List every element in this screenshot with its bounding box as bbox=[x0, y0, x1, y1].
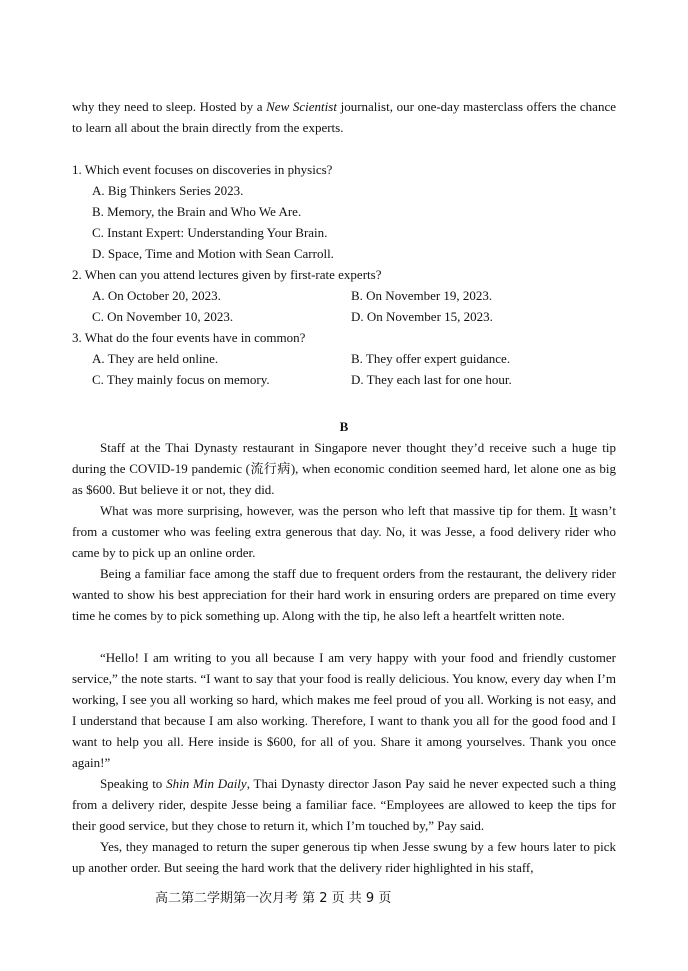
intro-paragraph bbox=[72, 96, 616, 138]
question-2-option-b: B. On November 19, 2023. bbox=[351, 288, 493, 303]
section-b-heading: B bbox=[339, 419, 349, 434]
question-2-stem: 2. When can you attend lectures given by first-rate experts? bbox=[72, 267, 382, 282]
question-2-option-a: A. On October 20, 2023. bbox=[92, 288, 221, 303]
section-b-paragraph-5 bbox=[72, 773, 616, 836]
section-b-paragraph-1: Staff at the Thai Dynasty restaurant in Singapore never thought they’d receive such a huge tip during the COVID-19 pandemic (流行病), when economic condition seemed hard, let alone one as big as $600. But believe it or not, they did. bbox=[72, 440, 616, 497]
question-3-option-c: C. They mainly focus on memory. bbox=[92, 372, 270, 387]
question-3-option-b: B. They offer expert guidance. bbox=[351, 351, 511, 366]
question-1-option-b: B. Memory, the Brain and Who We Are. bbox=[92, 204, 302, 219]
section-b-paragraph-2 bbox=[72, 500, 616, 563]
question-3-option-a: A. They are held online. bbox=[92, 351, 219, 366]
underlined-word: It bbox=[569, 503, 578, 518]
page-footer: 高二第二学期第一次月考 第 2 页 共 9 页 bbox=[155, 891, 392, 906]
question-1-option-c: C. Instant Expert: Understanding Your Brain. bbox=[92, 225, 328, 240]
question-2-option-d: D. On November 15, 2023. bbox=[351, 309, 493, 324]
question-1-option-d: D. Space, Time and Motion with Sean Carroll. bbox=[92, 246, 334, 261]
newspaper-name: Shin Min Daily bbox=[166, 776, 247, 791]
question-2-option-c: C. On November 10, 2023. bbox=[92, 309, 234, 324]
intro-italic-title: New Scientist bbox=[266, 99, 337, 114]
question-3-stem: 3. What do the four events have in common? bbox=[72, 330, 306, 345]
intro-text-end: journalist, our one-day masterclass offers the chance to learn all about the brain directly from the experts. bbox=[72, 99, 616, 135]
paragraph-5-text-start: Speaking to bbox=[100, 776, 167, 791]
question-1-option-a: A. Big Thinkers Series 2023. bbox=[92, 183, 244, 198]
section-b-paragraph-4: “Hello! I am writing to you all because I am very happy with your food and friendly customer service,” the note starts. “I want to say that your food is really delicious. You know, every day when I’m working, I see you all working so hard, which makes me feel proud of you all. Working is not easy, and I understand that because I am also working. Therefore, I want to thank you all for the good food and I want to help you all. Here inside is $600, for all of you. Share it among yourselves. Thank you once again!” bbox=[72, 650, 616, 770]
section-b-paragraph-6: Yes, they managed to return the super generous tip when Jesse swung by a few hours later to pick up another order. But seeing the hard work that the delivery rider highlighted in his staff, bbox=[72, 839, 616, 875]
question-3-option-d: D. They each last for one hour. bbox=[351, 372, 512, 387]
paragraph-2-text-start: What was more surprising, however, was the person who left that massive tip for them. bbox=[100, 503, 570, 518]
section-b-paragraph-3: Being a familiar face among the staff due to frequent orders from the restaurant, the delivery rider wanted to show his best appreciation for their hard work in ensuring orders are prepared on time every time he comes by to pick something up. Along with the tip, he also left a heartfelt written note. bbox=[72, 566, 616, 623]
paragraph-5-text-end: , Thai Dynasty director Jason Pay said he never expected such a thing from a delivery rider, despite Jesse being a familiar face. “Employees are allowed to keep the tips for their good service, but they chose to return it, which I’m touched by,” Pay said. bbox=[72, 776, 616, 833]
question-1-stem: 1. Which event focuses on discoveries in physics? bbox=[72, 162, 333, 177]
intro-text-start: why they need to sleep. Hosted by a bbox=[72, 99, 267, 114]
paragraph-2-text-end: wasn’t from a customer who was feeling extra generous that day. No, it was Jesse, a food delivery rider who came by to pick up an online order. bbox=[72, 503, 616, 560]
